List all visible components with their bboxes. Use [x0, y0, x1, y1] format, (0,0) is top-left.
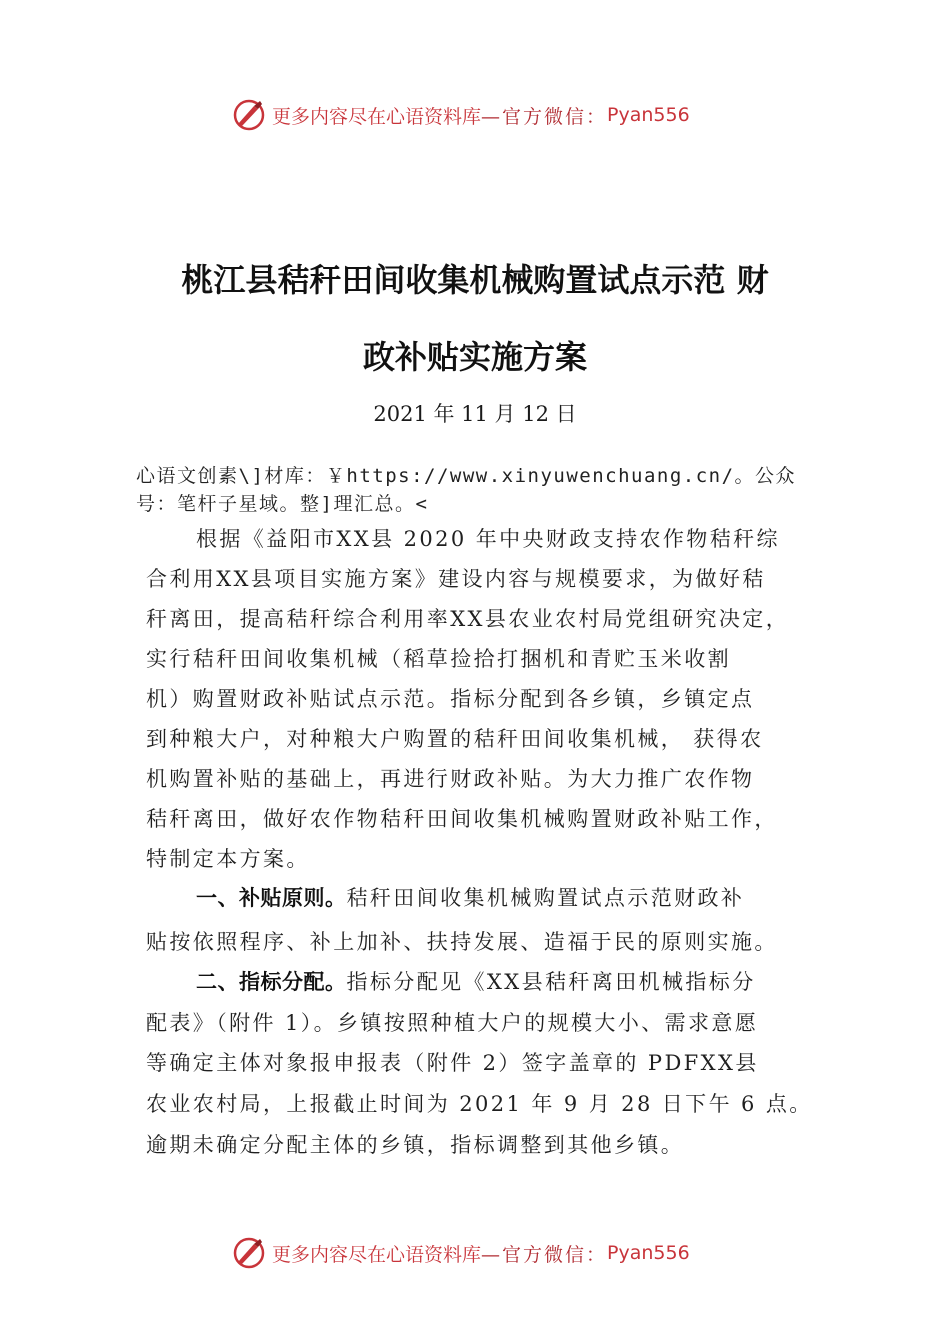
- intro-line: 实行秸秆田间收集机械（稻草捡拾打捆机和青贮玉米收割: [146, 647, 731, 671]
- intro-line: 秆离田，提高秸秆综合利用率XX县农业农村局党组研究决定，: [146, 607, 790, 631]
- watermark-text-id: Pyan556: [607, 1242, 690, 1264]
- intro-line: 机）购置财政补贴试点示范。指标分配到各乡镇，乡镇定点: [146, 687, 755, 711]
- document-date: 2021 年 11 月 12 日: [373, 402, 577, 426]
- section-2-first-line: [196, 966, 756, 996]
- section-2-line: 逾期未确定分配主体的乡镇，指标调整到其他乡镇。: [146, 1133, 685, 1157]
- section-1-text: 秸秆田间收集机械购置试点示范财政补: [346, 886, 745, 910]
- watermark-text-wechat: —官方微信：: [481, 105, 608, 128]
- watermark-text-main: 更多内容尽在心语资料库: [272, 105, 482, 128]
- source-note: 心语文创素\]材库：￥https://www.xinyuwenchuang.cn/。公众号：笔杆子星域。整]理汇总。<: [136, 465, 797, 515]
- intro-line: 秸秆离田，做好农作物秸秆田间收集机械购置财政补贴工作，: [146, 807, 778, 831]
- intro-line: 合利用XX县项目实施方案》建设内容与规模要求，为做好秸: [146, 567, 766, 591]
- quill-logo-icon: [232, 1236, 266, 1270]
- section-1-line: 贴按依照程序、补上加补、扶持发展、造福于民的原则实施。: [146, 930, 778, 954]
- section-2-line: 农业农村局，上报截止时间为 2021 年 9 月 28 日下午 6 点。: [146, 1092, 813, 1116]
- quill-logo-icon: [232, 98, 266, 132]
- document-title-line-1: 桃江县秸秆田间收集机械购置试点示范 财: [181, 261, 769, 299]
- intro-line: 特制定本方案。: [146, 847, 310, 871]
- watermark-text-id: Pyan556: [607, 104, 690, 126]
- intro-line: 机购置补贴的基础上，再进行财政补贴。为大力推广农作物: [146, 767, 755, 791]
- section-2-line: 等确定主体对象报申报表（附件 2）签字盖章的 PDFXX县: [146, 1051, 759, 1075]
- intro-line: 根据《益阳市XX县 2020 年中央财政支持农作物秸秆综: [196, 527, 780, 551]
- section-2-text: 指标分配见《XX县秸秆离田机械指标分: [346, 970, 756, 994]
- document-title-line-2: 政补贴实施方案: [362, 338, 587, 376]
- footer-watermark: [232, 1233, 752, 1273]
- watermark-text-main: 更多内容尽在心语资料库: [272, 1243, 482, 1266]
- intro-line: 到种粮大户，对种粮大户购置的秸秆田间收集机械， 获得农: [146, 727, 764, 751]
- section-2-line: 配表》（附件 1）。乡镇按照种植大户的规模大小、需求意愿: [146, 1011, 759, 1035]
- section-1-first-line: [196, 882, 744, 912]
- section-2-heading: 二、指标分配。: [196, 970, 347, 994]
- watermark-text-wechat: —官方微信：: [481, 1243, 608, 1266]
- header-watermark: [232, 95, 752, 135]
- section-1-heading: 一、补贴原则。: [196, 886, 347, 910]
